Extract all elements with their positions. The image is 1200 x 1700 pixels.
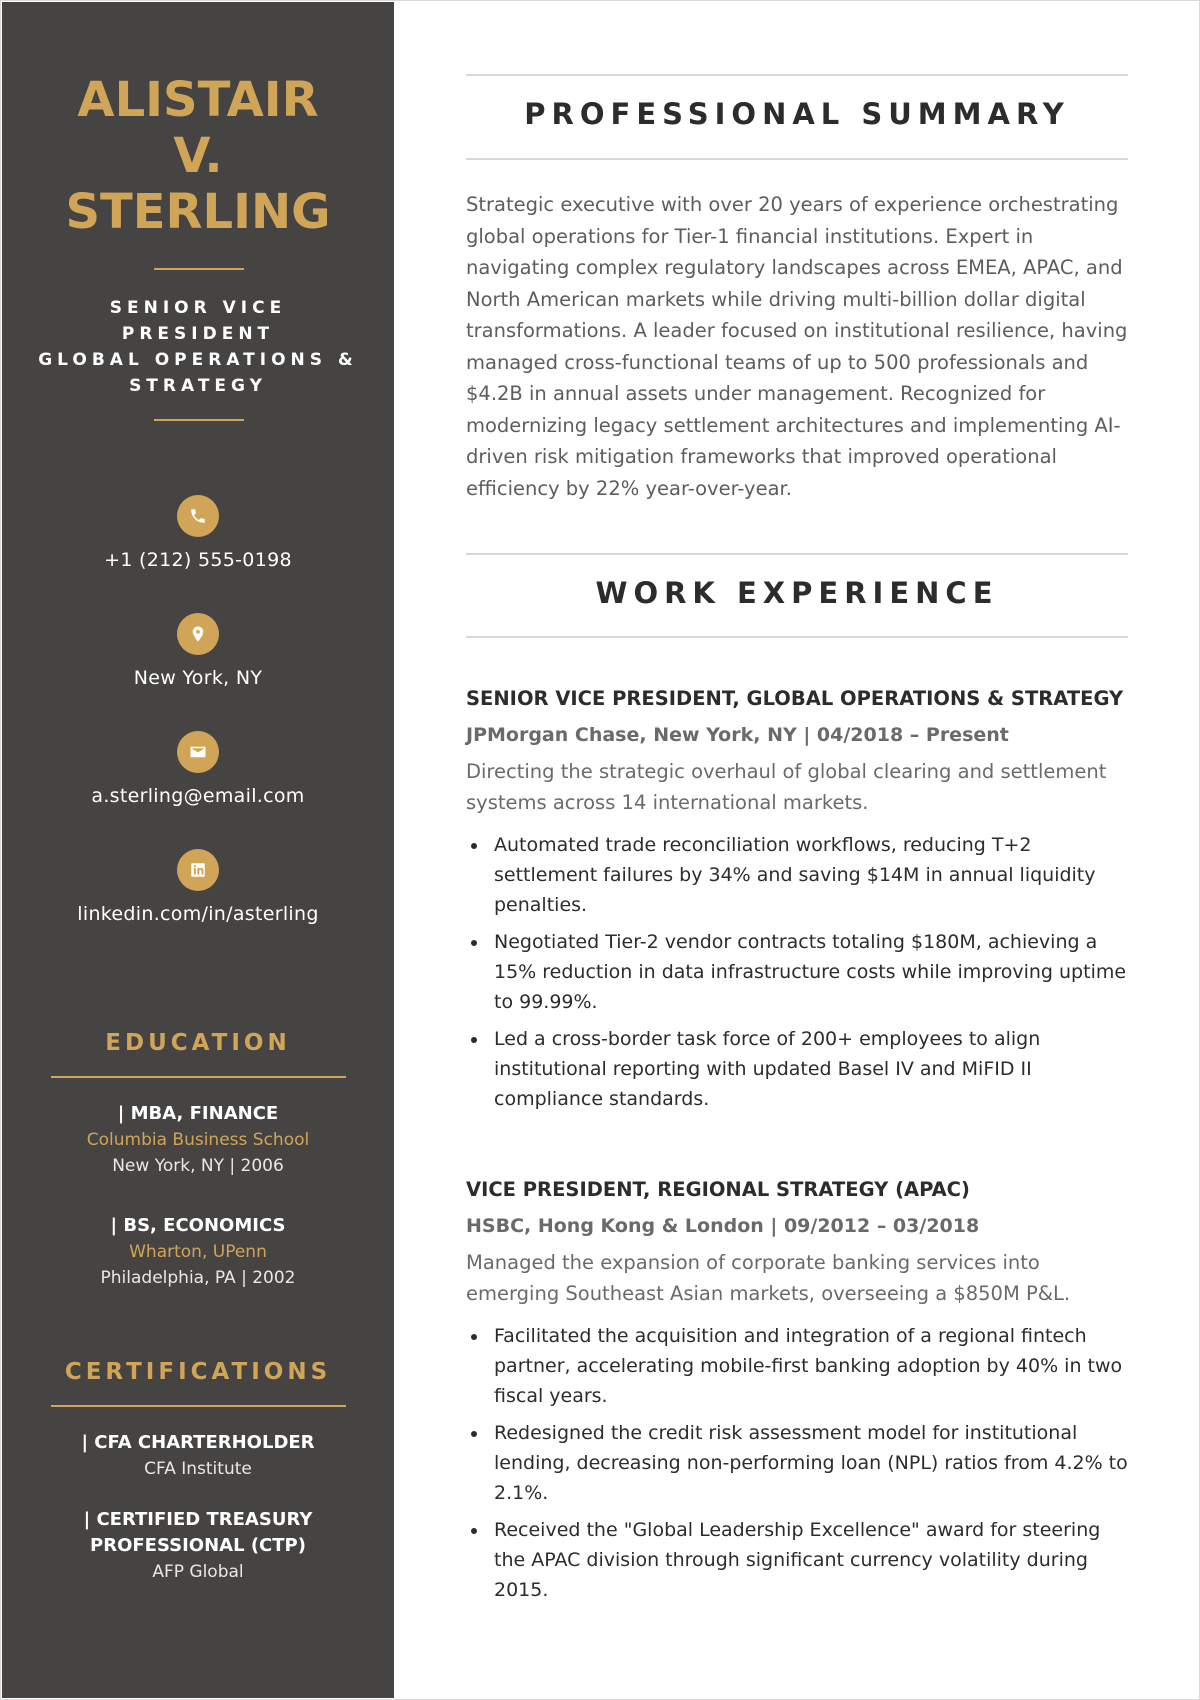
role-divider [154,419,244,421]
name-divider [154,268,244,270]
linkedin-text[interactable]: linkedin.com/in/asterling [77,903,319,925]
location-pin-icon [177,613,219,655]
summary-text: Strategic executive with over 20 years of experience orchestrating global operations for Tier-1 financial institutions. Expert in navigating complex regulatory landscapes across EMEA, APAC, and North American markets while driving multi-billion dollar digital transformations. A leader focused on institutional resilience, having managed cross-functional teams of up to 500 professionals and $4.2B in annual assets under management. Recognized for modernizing legacy settlement architectures and implementing AI-driven risk mitigation frameworks that improved operational efficiency by 22% year-over-year. [466,193,1128,500]
degree-title: | MBA, FINANCE [117,1103,279,1124]
summary-heading: PROFESSIONAL SUMMARY [524,97,1070,131]
certification-issuer: CFA Institute [144,1459,252,1479]
job-title: VICE PRESIDENT, REGIONAL STRATEGY (APAC) [466,1178,970,1201]
summary-bottom-rule [466,158,1128,160]
certifications-heading: CERTIFICATIONS [64,1359,332,1385]
role-line: PRESIDENT [121,324,275,344]
candidate-name [2,72,394,240]
degree-meta: New York, NY | 2006 [112,1156,284,1176]
job-company-dates: JPMorgan Chase, New York, NY | 04/2018 – Present [466,724,1009,746]
job-title: SENIOR VICE PRESIDENT, GLOBAL OPERATIONS & STRATEGY [466,687,1124,710]
job-description: Directing the strategic overhaul of global clearing and settlement systems across 14 international markets. [466,760,1107,814]
education-item [2,1213,394,1291]
candidate-role [22,295,374,399]
main-content [466,1,1128,1700]
certification-title: | CERTIFIED TREASURY [83,1509,313,1530]
summary-top-rule [466,74,1128,76]
name-line-last: STERLING [65,184,331,240]
experience-heading: WORK EXPERIENCE [595,576,999,610]
contact-location [2,613,394,689]
degree-title: | BS, ECONOMICS [110,1215,286,1236]
phone-icon [177,495,219,537]
certification-title: PROFESSIONAL (CTP) [90,1535,306,1556]
location-text: New York, NY [133,667,263,689]
name-line-initial: V. [173,128,223,184]
education-divider [51,1076,346,1078]
achievement-bullet: Negotiated Tier-2 vendor contracts totaling $180M, achieving a 15% reduction in data infrastructure costs while improving uptime to 99.99%. [466,927,1128,1017]
certification-issuer: AFP Global [152,1562,244,1582]
achievement-bullet: Led a cross-border task force of 200+ employees to align institutional reporting with updated Basel IV and MiFID II compliance standards. [466,1024,1128,1114]
email-icon [177,731,219,773]
experience-bottom-rule [466,636,1128,638]
contact-linkedin [2,849,394,925]
education-item [2,1101,394,1179]
achievement-bullet: Redesigned the credit risk assessment model for institutional lending, decreasing non-performing loan (NPL) ratios from 4.2% to 2.1%. [466,1418,1128,1508]
achievement-bullet: Received the "Global Leadership Excellence" award for steering the APAC division through significant currency volatility during 2015. [466,1515,1128,1605]
education-heading: EDUCATION [105,1030,291,1056]
school-name: Columbia Business School [86,1130,310,1150]
job-company-dates: HSBC, Hong Kong & London | 09/2012 – 03/2018 [466,1215,980,1237]
contact-phone [2,495,394,571]
role-line: SENIOR VICE [109,298,287,318]
name-line-first: ALISTAIR [77,72,319,128]
certification-item [2,1430,394,1482]
job-description: Managed the expansion of corporate banking services into emerging Southeast Asian markets, overseeing a $850M P&L. [466,1251,1071,1305]
school-name: Wharton, UPenn [129,1242,267,1262]
sidebar [2,2,394,1698]
achievement-bullet: Automated trade reconciliation workflows, reducing T+2 settlement failures by 34% and saving $14M in annual liquidity penalties. [466,830,1128,920]
achievement-bullet: Facilitated the acquisition and integration of a regional fintech partner, accelerating mobile-first banking adoption by 40% in two fiscal years. [466,1321,1128,1411]
phone-number: +1 (212) 555-0198 [104,549,292,571]
experience-top-rule [466,553,1128,555]
certification-title: | CFA CHARTERHOLDER [81,1432,315,1453]
role-line: GLOBAL OPERATIONS & [38,350,358,370]
linkedin-icon [177,849,219,891]
certifications-divider [51,1405,346,1407]
degree-meta: Philadelphia, PA | 2002 [100,1268,296,1288]
email-text[interactable]: a.sterling@email.com [91,785,305,807]
certification-item [2,1507,394,1585]
contact-email [2,731,394,807]
job-entry [466,1175,1128,1612]
role-line: STRATEGY [129,376,267,396]
job-entry [466,684,1128,1121]
job-achievements [466,1321,1128,1605]
job-achievements [466,830,1128,1114]
